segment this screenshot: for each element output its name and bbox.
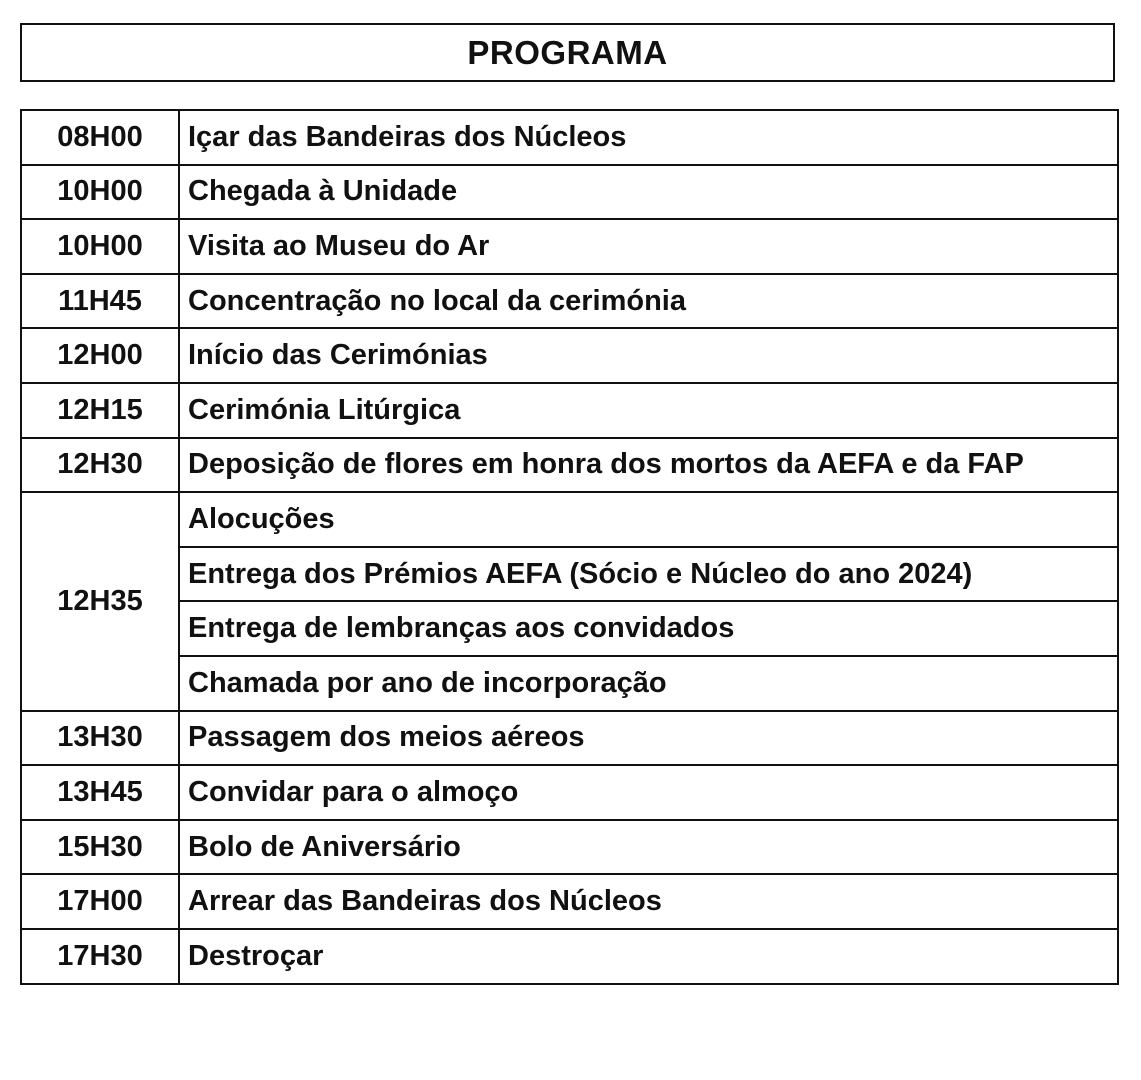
schedule-activity: Cerimónia Litúrgica — [179, 383, 1118, 438]
schedule-activity: Concentração no local da cerimónia — [179, 274, 1118, 329]
schedule-time: 10H00 — [21, 165, 179, 220]
schedule-activity: Arrear das Bandeiras dos Núcleos — [179, 874, 1118, 929]
schedule-activity: Chamada por ano de incorporação — [179, 656, 1118, 711]
schedule-time: 12H00 — [21, 328, 179, 383]
schedule-row — [21, 656, 1118, 711]
schedule-activity: Convidar para o almoço — [179, 765, 1118, 820]
schedule-time: 13H45 — [21, 765, 179, 820]
program-title: PROGRAMA — [467, 33, 668, 71]
schedule-time: 15H30 — [21, 820, 179, 875]
schedule-time: 12H15 — [21, 383, 179, 438]
schedule-activity: Bolo de Aniversário — [179, 820, 1118, 875]
schedule-time: 10H00 — [21, 219, 179, 274]
schedule-row — [21, 820, 1118, 875]
schedule-row — [21, 438, 1118, 493]
schedule-activity: Destroçar — [179, 929, 1118, 984]
schedule-time: 11H45 — [21, 274, 179, 329]
schedule-activity: Alocuções — [179, 492, 1118, 547]
schedule-activity: Içar das Bandeiras dos Núcleos — [179, 110, 1118, 165]
schedule-time: 08H00 — [21, 110, 179, 165]
schedule-time: 17H30 — [21, 929, 179, 984]
schedule-activity: Chegada à Unidade — [179, 165, 1118, 220]
schedule-table — [20, 109, 1119, 985]
schedule-time: 13H30 — [21, 711, 179, 766]
schedule-row — [21, 274, 1118, 329]
schedule-row — [21, 492, 1118, 547]
program-title-box — [20, 23, 1115, 82]
schedule-row — [21, 874, 1118, 929]
schedule-activity: Início das Cerimónias — [179, 328, 1118, 383]
schedule-row — [21, 165, 1118, 220]
schedule-time: 17H00 — [21, 874, 179, 929]
schedule-row — [21, 547, 1118, 602]
schedule-row — [21, 765, 1118, 820]
schedule-activity: Visita ao Museu do Ar — [179, 219, 1118, 274]
schedule-time: 12H35 — [21, 492, 179, 710]
schedule-activity: Entrega de lembranças aos convidados — [179, 601, 1118, 656]
schedule-row — [21, 383, 1118, 438]
schedule-row — [21, 929, 1118, 984]
schedule-activity: Deposição de flores em honra dos mortos da AEFA e da FAP — [179, 438, 1118, 493]
schedule-activity: Entrega dos Prémios AEFA (Sócio e Núcleo do ano 2024) — [179, 547, 1118, 602]
schedule-row — [21, 219, 1118, 274]
schedule-time: 12H30 — [21, 438, 179, 493]
schedule-body — [21, 110, 1118, 984]
schedule-row — [21, 601, 1118, 656]
schedule-row — [21, 711, 1118, 766]
schedule-row — [21, 328, 1118, 383]
schedule-activity: Passagem dos meios aéreos — [179, 711, 1118, 766]
schedule-row — [21, 110, 1118, 165]
